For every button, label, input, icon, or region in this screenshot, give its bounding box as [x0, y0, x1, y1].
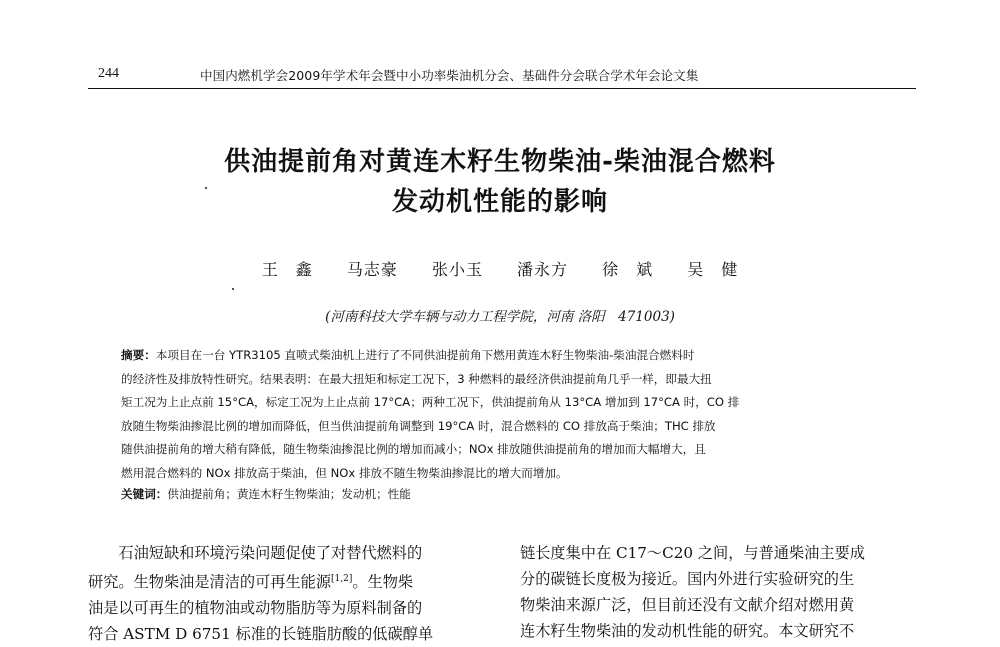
author-list: [0, 257, 1000, 280]
keywords-label: 关键词：: [121, 487, 168, 501]
journal-title: 中国内燃机学会2009年学术年会暨中小功率柴油机分会、基础件分会联合学术年会论文集: [200, 68, 699, 83]
author: 王 鑫: [261, 260, 313, 279]
body-line: 石油短缺和环境污染问题促使了对替代燃料的: [88, 544, 423, 562]
scan-speck: [232, 288, 234, 290]
body-column-right: [520, 540, 916, 644]
affiliation: (河南科技大学车辆与动力工程学院，河南 洛阳 471003): [325, 309, 675, 325]
body-line: 油是以可再生的植物油或动物脂肪等为原料制备的: [88, 599, 423, 618]
running-header: [88, 62, 916, 89]
body-line: 分的碳链长度极为接近。国内外进行实验研究的生: [520, 570, 855, 588]
abstract-line: 随供油提前角的增大稍有降低，随生物柴油掺混比例的增加而减小；NOx 排放随供油提前角的增加而大幅增大，且: [121, 442, 706, 456]
body-line: 符合 ASTM D 6751 标准的长链脂肪酸的低碳醇单: [88, 625, 434, 644]
body-column-left: [88, 540, 484, 647]
author: 潘永方: [517, 260, 569, 279]
paper-title-line-2: 发动机性能的影响: [391, 187, 608, 217]
abstract: [121, 344, 882, 485]
abstract-label: 摘要：: [121, 348, 156, 362]
abstract-line: 放随生物柴油掺混比例的增加而降低，但当供油提前角调整到 19°CA 时，混合燃料的 CO 排放高于柴油；THC 排放: [121, 418, 716, 433]
author: 马志豪: [346, 260, 398, 279]
scan-speck: [205, 187, 207, 189]
keywords-text: 供油提前角；黄连木籽生物柴油；发动机；性能: [167, 487, 411, 501]
author: 张小玉: [431, 260, 483, 279]
abstract-line: 矩工况为上止点前 15°CA，标定工况为上止点前 17°CA；两种工况下，供油提前角从 13°CA 增加到 17°CA 时，CO 排: [121, 395, 740, 409]
page-number: 244: [98, 66, 119, 81]
citation: [1,2]: [331, 574, 353, 584]
abstract-line: 燃用混合燃料的 NOx 排放高于柴油，但 NOx 排放不随生物柴油掺混比的增大而增加。: [121, 465, 568, 480]
body-line: 连木籽生物柴油的发动机性能的研究。本文研究不: [520, 622, 855, 640]
abstract-line: 的经济性及排放特性研究。结果表明：在最大扭矩和标定工况下，3 种燃料的最经济供油提前角几乎一样，即最大扭: [121, 371, 712, 386]
author: 吴 健: [687, 260, 739, 279]
body-line: 物柴油来源广泛，但目前还没有文献介绍对燃用黄: [520, 596, 855, 614]
body-line: 链长度集中在 C17～C20 之间，与普通柴油主要成: [520, 544, 865, 562]
keywords: [121, 486, 411, 502]
abstract-line: 摘要：本项目在一台 YTR3105 直喷式柴油机上进行了不同供油提前角下燃用黄连木籽生物柴油-柴油混合燃料时: [121, 348, 695, 362]
author: 徐 斌: [602, 260, 654, 279]
paper-title-line-1: 供油提前角对黄连木籽生物柴油-柴油混合燃料: [224, 147, 776, 177]
body-line: 研究。生物柴油是清洁的可再生能源[1,2]。生物柴: [88, 573, 414, 592]
